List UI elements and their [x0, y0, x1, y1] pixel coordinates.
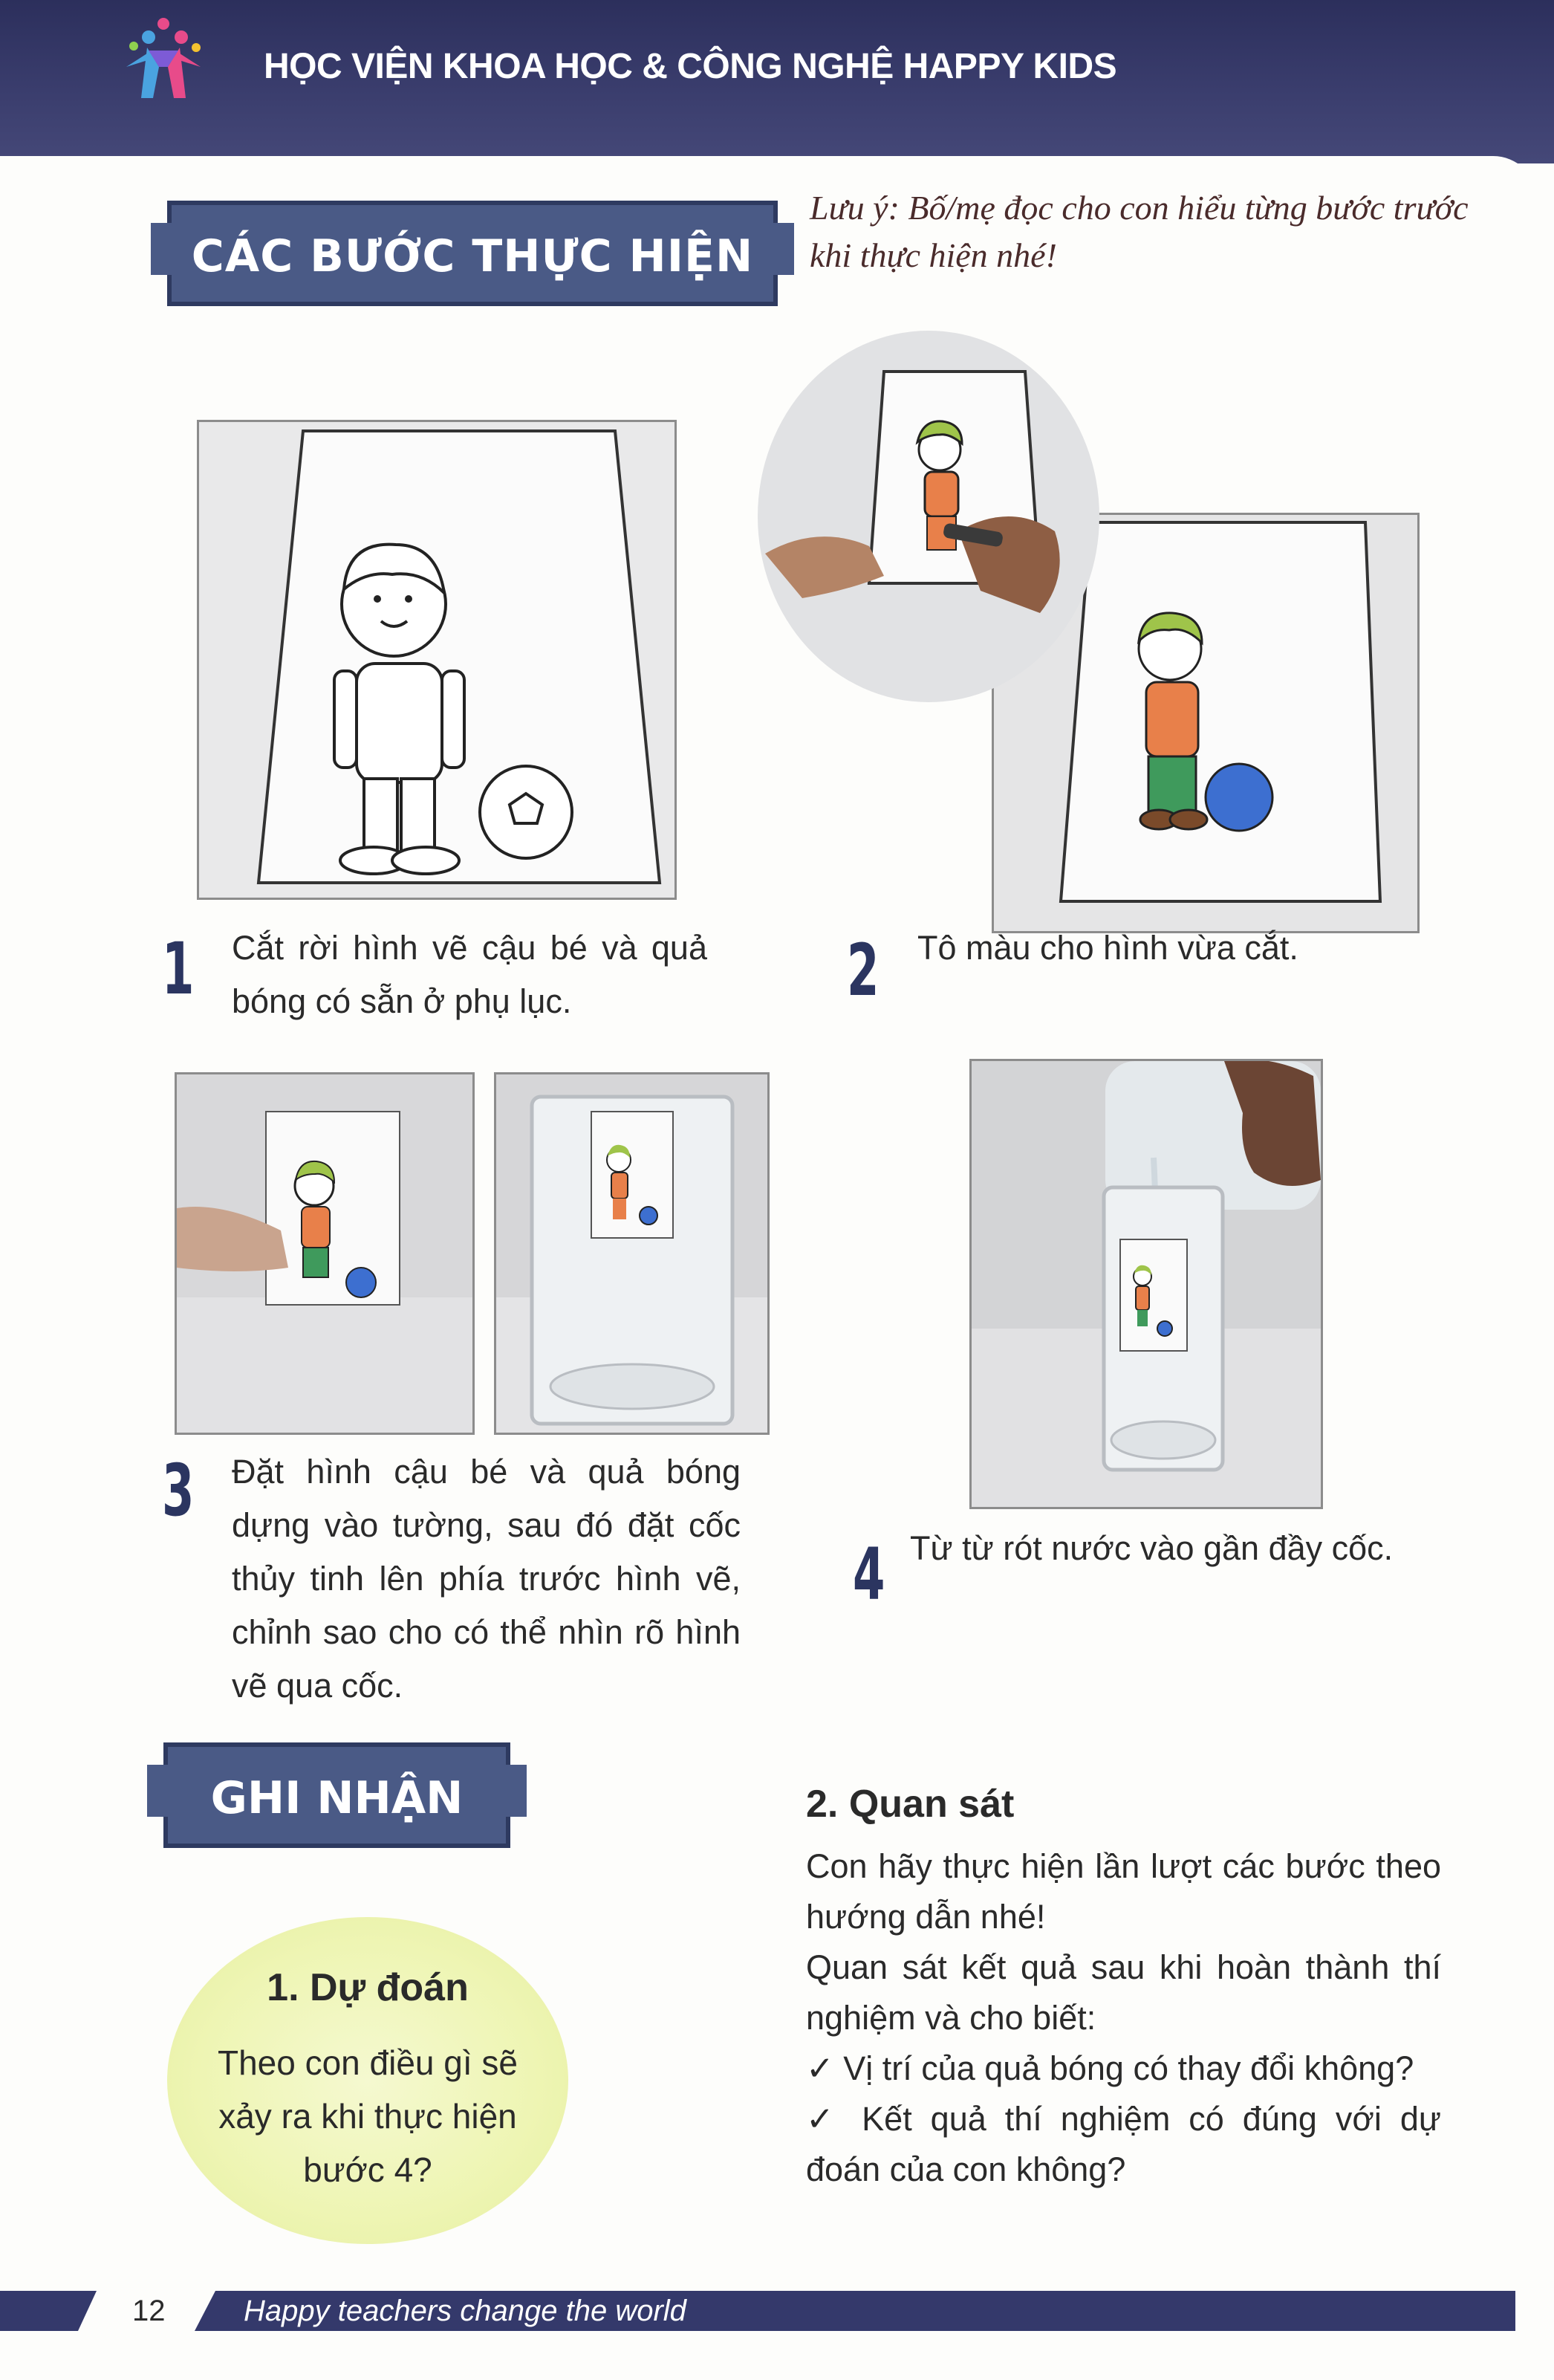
page-number: 12: [132, 2295, 166, 2327]
observation-line: Quan sát kết quả sau khi hoàn thành thí nghiệm và cho biết:: [806, 1948, 1441, 2037]
step-number: 1: [162, 927, 195, 1011]
prediction-text: Theo con điều gì sẽ xảy ra khi thực hiện bước 4?: [217, 2043, 518, 2189]
steps-banner-label: CÁC BƯỚC THỰC HIỆN: [191, 230, 754, 282]
banner-nub: [504, 1765, 527, 1817]
step-number: 4: [853, 1533, 885, 1616]
banner-nub: [147, 1765, 169, 1817]
step1-photo: [197, 420, 677, 900]
footer-slogan: Happy teachers change the world: [244, 2295, 686, 2327]
step3-photo-wall: [175, 1072, 475, 1435]
step4-photo: [969, 1059, 1323, 1509]
observation-check-item: ✓ Kết quả thí nghiệm có đúng với dự đoán của con không?: [806, 2100, 1441, 2188]
header: [0, 0, 1554, 163]
observation-title: 2. Quan sát: [806, 1783, 1015, 1826]
prediction-title: 1. Dự đoán: [267, 1966, 469, 2009]
header-title: HỌC VIỆN KHOA HỌC & CÔNG NGHỆ HAPPY KIDS: [264, 47, 1117, 86]
steps-banner: [167, 201, 778, 306]
banner-nub: [772, 223, 794, 275]
observation-text: [806, 1841, 1441, 2195]
record-banner: [163, 1742, 510, 1848]
footer-bar: [0, 2285, 1515, 2337]
step-text: Cắt rời hình vẽ cậu bé và quả bóng có sẵn ở phụ lục.: [232, 929, 707, 1020]
observation-check-item: ✓ Vị trí của quả bóng có thay đổi không?: [806, 2049, 1414, 2087]
step-text: Đặt hình cậu bé và quả bóng dựng vào tường, sau đó đặt cốc thủy tinh lên phía trước hình vẽ, chỉnh sao cho có thể nhìn rõ hình vẽ qua cốc.: [232, 1453, 741, 1705]
happy-kids-logo-icon: [104, 15, 223, 104]
prediction-bubble: [167, 1917, 568, 2244]
banner-nub: [151, 223, 173, 275]
step-text: Tô màu cho hình vừa cắt.: [917, 929, 1298, 967]
step-text: Từ từ rót nước vào gần đầy cốc.: [910, 1529, 1394, 1567]
parent-note: Lưu ý: Bố/mẹ đọc cho con hiểu từng bước trước khi thực hiện nhé!: [810, 189, 1469, 274]
record-banner-label: GHI NHẬN: [210, 1772, 464, 1824]
step-number: 3: [162, 1449, 195, 1532]
coloring-inset-photo: [758, 331, 1099, 702]
step3-photo-glass: [494, 1072, 770, 1435]
step-number: 2: [847, 929, 880, 1012]
observation-line: Con hãy thực hiện lần lượt các bước theo hướng dẫn nhé!: [806, 1847, 1441, 1936]
